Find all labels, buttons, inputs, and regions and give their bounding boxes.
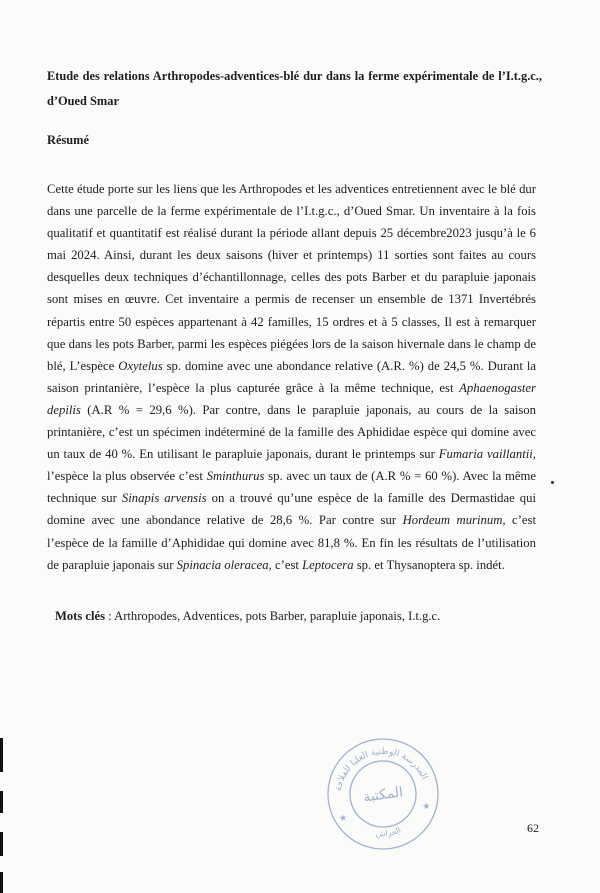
abstract-heading: Résumé — [47, 133, 89, 147]
abstract-text-run: sp. et Thysanoptera sp. indét. — [353, 557, 505, 572]
abstract-text-run: l’espèce la plus observée c’est — [47, 469, 207, 484]
abstract-text-run: c’est — [271, 557, 303, 572]
stamp-seal-icon — [324, 735, 442, 853]
abstract-italic-term: Sinapis arvensis — [121, 491, 207, 506]
svg-text:المدرسة الوطنية العليا للفلاحة: المدرسة الوطنية العليا للفلاحة — [333, 746, 430, 793]
abstract-italic-term: Leptocera — [302, 557, 354, 572]
svg-text:الحراش: الحراش — [375, 825, 403, 839]
abstract-text-run: sp. avec un taux de (A.R % = 60 %). Avec la même technique sur — [47, 469, 536, 506]
page-number: 62 — [527, 821, 539, 835]
abstract-italic-term: Sminthurus — [206, 469, 265, 484]
svg-text:المكتبة: المكتبة — [362, 784, 405, 806]
scan-speck — [551, 481, 554, 484]
abstract-italic-term: Hordeum murinum, — [402, 513, 506, 528]
abstract-text-run: c’est l’espèce de la famille d’Aphididae qui domine avec 81,8 %. En fin les résultats de l’utilisation de parapluie japonais sur — [47, 513, 537, 572]
abstract-text-run: sp. domine avec une abondance relative (A.R. %) de 24,5 %. Durant la saison printanière, l’espèce la plus capturée grâce à la même technique, est — [47, 358, 536, 395]
scan-edge-mark — [0, 832, 3, 856]
scan-edge-mark — [0, 738, 3, 772]
scan-edge-mark — [0, 791, 3, 813]
document-title: Etude des relations Arthropodes-adventices-blé dur dans la ferme expérimentale de l’I.t.g.c., d’Oued Smar — [47, 69, 542, 108]
keywords-line — [55, 609, 535, 624]
abstract-italic-term: Spinacia oleracea, — [176, 557, 272, 572]
library-stamp — [324, 735, 442, 858]
svg-text:★: ★ — [338, 812, 348, 824]
abstract-italic-term: Oxytelus — [118, 358, 163, 373]
scan-edge-mark — [0, 872, 3, 893]
abstract-text-run: on a trouvé qu’une espèce de la famille des Dermastidae qui domine avec une abondance relative de 28,6 %. Par contre sur — [47, 491, 536, 528]
keywords-label: Mots clés — [55, 609, 106, 623]
abstract-text-run: Cette étude porte sur les liens que les Arthropodes et les adventices entretiennent avec le blé dur dans une parcelle de la ferme expérimentale de l’I.t.g.c., d’Oued Smar. Un inventaire à la fois qualitatif et quantitatif est réalisé durant la période allant depuis 25 décembre2023 jusqu’à le 6 mai 2024. Ainsi, durant les deux saisons (hiver et printemps) 11 sorties sont faites au cours desquelles deux techniques d’échantillonnage, celles des pots Barber et du parapluie japonais sont mises en œuvre. Cet inventaire a permis de recenser un ensemble de 1371 Invertébrés répartis entre 50 espèces appartenant à 42 familles, 15 ordres et à 5 classes, Il est à remarquer que dans les pots Barber, parmi les espèces piégées lors de la saison hivernale dans le champ de blé, L’espèce — [47, 182, 536, 373]
svg-text:★: ★ — [421, 800, 431, 812]
abstract-italic-term: Aphaenogaster depilis — [47, 380, 536, 417]
abstract-text-run: (A.R % = 29,6 %). Par contre, dans le parapluie japonais, au cours de la saison printanière, c’est un spécimen indéterminé de la famille des Aphididae espèce qui domine avec un taux de 40 %. En utilisant le parapluie japonais, durant le printemps sur — [47, 402, 536, 462]
abstract-italic-term: Fumaria vaillantii, — [438, 447, 536, 462]
keywords-text: : Arthropodes, Adventices, pots Barber, parapluie japonais, I.t.g.c. — [105, 609, 441, 623]
abstract-paragraph — [47, 178, 536, 576]
